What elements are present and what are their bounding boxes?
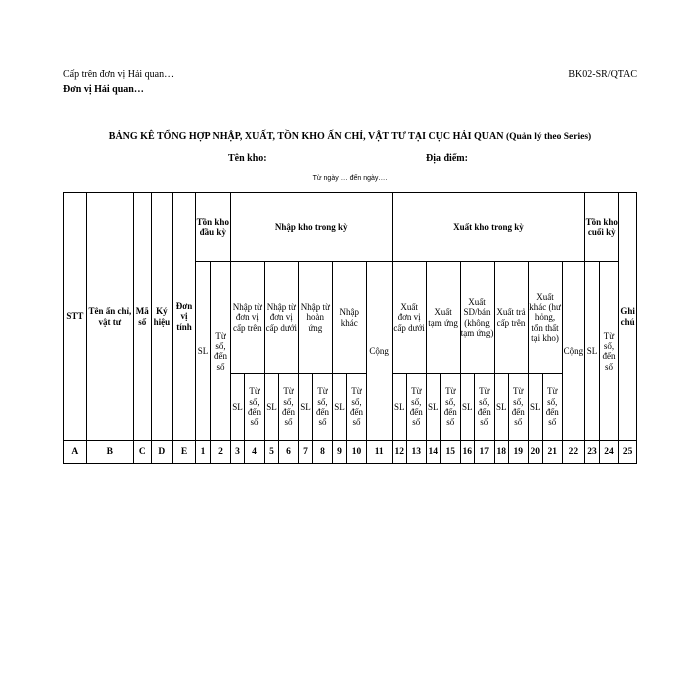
- code-cell: 13: [407, 441, 427, 464]
- code-cell: 5: [264, 441, 278, 464]
- export-to-subordinate: Xuất đơn vị cấp dưới: [392, 262, 426, 374]
- sub-serial: Từ số, đến số: [279, 374, 299, 441]
- code-cell: 6: [279, 441, 299, 464]
- code-cell: 10: [347, 441, 367, 464]
- sub-sl: SL: [494, 374, 508, 441]
- code-cell: 7: [298, 441, 312, 464]
- code-cell: 22: [562, 441, 585, 464]
- import-from-superior: Nhập từ đơn vị cấp trên: [230, 262, 264, 374]
- code-cell: 21: [542, 441, 562, 464]
- code-cell: 15: [441, 441, 461, 464]
- unit-label: Đơn vị Hải quan…: [63, 84, 144, 95]
- opening-sl: SL: [195, 262, 210, 441]
- sub-serial: Từ số, đến số: [508, 374, 528, 441]
- code-cell: 23: [585, 441, 599, 464]
- sub-serial: Từ số, đến số: [347, 374, 367, 441]
- col-export-group: Xuất kho trong kỳ: [392, 193, 585, 262]
- code-cell: 1: [195, 441, 210, 464]
- import-other: Nhập khác: [332, 262, 366, 374]
- col-opening: Tồn kho đầu kỳ: [195, 193, 230, 262]
- form-code: BK02-SR/QTAC: [568, 69, 637, 80]
- sub-serial: Từ số, đến số: [474, 374, 494, 441]
- code-cell: E: [173, 441, 196, 464]
- sub-sl: SL: [332, 374, 346, 441]
- col-note: Ghi chú: [619, 193, 637, 441]
- code-cell: 9: [332, 441, 346, 464]
- export-total: Cộng: [562, 262, 585, 441]
- sub-serial: Từ số, đến số: [245, 374, 265, 441]
- code-cell: C: [134, 441, 152, 464]
- col-symbol: Ký hiệu: [151, 193, 173, 441]
- closing-serial: Từ số, đến số: [599, 262, 619, 441]
- sub-sl: SL: [230, 374, 244, 441]
- col-import-group: Nhập kho trong kỳ: [230, 193, 392, 262]
- code-cell: 25: [619, 441, 637, 464]
- page-title: [0, 131, 700, 142]
- code-cell: 17: [474, 441, 494, 464]
- sub-serial: Từ số, đến số: [407, 374, 427, 441]
- sub-sl: SL: [460, 374, 474, 441]
- date-range: Từ ngày … đến ngày….: [312, 175, 388, 182]
- sub-sl: SL: [528, 374, 542, 441]
- sub-serial: Từ số, đến số: [313, 374, 333, 441]
- export-return-superior: Xuất trả cấp trên: [494, 262, 528, 374]
- sub-serial: Từ số, đến số: [441, 374, 461, 441]
- location-label: Địa điểm:: [426, 153, 468, 164]
- code-cell: 3: [230, 441, 244, 464]
- code-cell: 24: [599, 441, 619, 464]
- sub-sl: SL: [426, 374, 440, 441]
- code-cell: 2: [211, 441, 231, 464]
- code-cell: 11: [366, 441, 392, 464]
- code-cell: 14: [426, 441, 440, 464]
- title-main: BẢNG KÊ TỔNG HỢP NHẬP, XUẤT, TỒN KHO ẤN CHỈ, VẬT TƯ TẠI CỤC HẢI QUAN: [108, 131, 504, 142]
- sub-serial: Từ số, đến số: [542, 374, 562, 441]
- code-cell: 19: [508, 441, 528, 464]
- code-cell: 12: [392, 441, 406, 464]
- title-sub: (Quản lý theo Series): [505, 132, 592, 142]
- import-total: Cộng: [366, 262, 392, 441]
- code-cell: B: [86, 441, 133, 464]
- import-from-subordinate: Nhập từ đơn vị cấp dưới: [264, 262, 298, 374]
- opening-serial: Từ số, đến số: [211, 262, 231, 441]
- superior-unit-label: Cấp trên đơn vị Hải quan…: [63, 69, 175, 80]
- code-cell: 18: [494, 441, 508, 464]
- col-name: Tên ấn chỉ, vật tư: [86, 193, 133, 441]
- code-cell: D: [151, 441, 173, 464]
- export-advance: Xuất tạm ứng: [426, 262, 460, 374]
- code-cell: 4: [245, 441, 265, 464]
- sub-sl: SL: [264, 374, 278, 441]
- code-cell: 16: [460, 441, 474, 464]
- col-code: Mã số: [134, 193, 152, 441]
- col-closing: Tồn kho cuối kỳ: [585, 193, 619, 262]
- code-cell: 20: [528, 441, 542, 464]
- export-other: Xuất khác (hư hỏng, tổn thất tại kho): [528, 262, 562, 374]
- report-table: [63, 192, 637, 464]
- col-stt: STT: [64, 193, 87, 441]
- code-cell: 8: [313, 441, 333, 464]
- warehouse-label: Tên kho:: [228, 153, 267, 164]
- col-unit: Đơn vị tính: [173, 193, 196, 441]
- closing-sl: SL: [585, 262, 599, 441]
- export-use-sale: Xuất SD/bán (không tạm ứng): [460, 262, 494, 374]
- import-from-refund: Nhập từ hoàn ứng: [298, 262, 332, 374]
- sub-sl: SL: [298, 374, 312, 441]
- code-cell: A: [64, 441, 87, 464]
- sub-sl: SL: [392, 374, 406, 441]
